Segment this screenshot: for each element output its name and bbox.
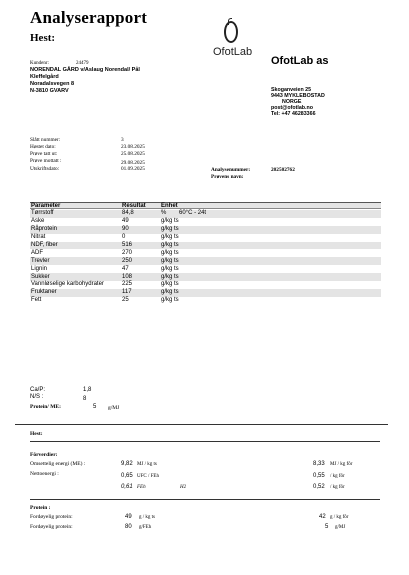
- cell-parameter: Sukker: [31, 273, 50, 280]
- cell-unit: g/kg ts: [161, 226, 179, 233]
- cell-note: 60°C - 24t: [179, 210, 207, 217]
- meta-label-received: Prøve mottatt :: [30, 158, 62, 164]
- energy-ts-unit: MJ / kg ts: [137, 462, 157, 467]
- protein-me-label: Protein/ ME:: [30, 404, 61, 410]
- cell-parameter: Nitrat: [31, 234, 46, 241]
- sample-name-label: Prøvens navn:: [211, 174, 244, 180]
- meta-value-harvested: 23.08.2025: [121, 144, 145, 150]
- n-s-label: N/S :: [30, 394, 44, 400]
- table-header: [30, 202, 381, 209]
- cell-unit: g/kg ts: [161, 257, 179, 264]
- dig-protein-ts-unit: g / kg ts: [139, 515, 155, 520]
- cell-result: 90: [122, 226, 129, 233]
- cell-unit: g/kg ts: [161, 249, 179, 256]
- cell-parameter: NDF, fiber: [31, 241, 58, 248]
- energy-for-unit: MJ / kg fôr: [330, 462, 353, 467]
- customer-number: 24479: [76, 61, 89, 66]
- dig-protein-label-2: Fordøyelig protein:: [30, 524, 73, 530]
- section-divider: [15, 424, 388, 425]
- cell-unit: g/kg ts: [161, 241, 179, 248]
- meta-label-cut: Slått nummer:: [30, 137, 61, 143]
- cell-parameter: Fruktaner: [31, 289, 57, 296]
- ofotlab-logo-icon: [224, 21, 238, 43]
- energy-ts-value: 9,82: [121, 461, 133, 467]
- dig-protein-feh-value: 80: [125, 524, 132, 530]
- analysis-number: 202502762: [271, 167, 295, 173]
- cell-result: 47: [122, 265, 129, 272]
- protein-me-value: 5: [93, 404, 97, 410]
- ca-p-label: Ca/P:: [30, 387, 46, 393]
- dig-protein-label-1: Fordøyelig protein:: [30, 514, 73, 520]
- feh-for-value: 0,52: [313, 484, 325, 490]
- table-row: [30, 281, 381, 289]
- feh-value: 0,61: [121, 484, 133, 490]
- cell-unit: g/kg ts: [161, 273, 179, 280]
- report-subject: Hest:: [30, 32, 56, 44]
- lab-phone: Tel: +47 46283366: [271, 111, 316, 117]
- cell-parameter: Fett: [31, 297, 42, 304]
- dig-protein-ts-value: 49: [125, 514, 132, 520]
- dig-protein-feh-for-unit: g/MJ: [335, 525, 346, 530]
- table-header-parameter: Parameter: [31, 203, 61, 209]
- customer-name-line-1: NORENDAL GÅRD v/Aslaug Norendal/ Pål: [30, 67, 140, 73]
- cell-result: 250: [122, 257, 133, 264]
- protein-me-unit: g/MJ: [108, 405, 120, 411]
- table-row: [30, 297, 381, 305]
- feh-unit: FEh: [137, 485, 146, 490]
- meta-label-printed: Utskriftsdato:: [30, 166, 60, 172]
- table-row: [30, 250, 381, 258]
- cell-result: 84,8: [122, 210, 134, 217]
- cell-result: 117: [122, 289, 132, 296]
- cell-parameter: Vannløselige karbohydrater: [31, 281, 104, 288]
- netto-ts-value: 0,65: [121, 473, 133, 479]
- cell-unit: g/kg ts: [161, 289, 179, 296]
- table-header-unit: Enhet: [161, 203, 178, 209]
- feh-for-unit: / kg fôr: [330, 485, 345, 490]
- lab-address-street: Skoganveien 25: [271, 87, 312, 93]
- cell-parameter: Råprotein: [31, 226, 58, 233]
- n-s-value: 8: [83, 396, 87, 402]
- cell-result: 0: [122, 234, 126, 241]
- cell-unit: g/kg ts: [161, 218, 179, 225]
- protein-section-title: Protein :: [30, 505, 51, 511]
- cell-parameter: Trevler: [31, 257, 50, 264]
- table-row: [30, 234, 381, 242]
- netto-for-unit: / kg fôr: [330, 474, 345, 479]
- cell-result: 516: [122, 241, 133, 248]
- cell-parameter: Lignin: [31, 265, 48, 272]
- lab-address-postal: 9443 MYKLEBOSTAD: [271, 93, 325, 99]
- table-row: [30, 273, 381, 281]
- lab-address-country: NORGE: [282, 99, 302, 105]
- customer-name-line-2: Kleffelgård: [30, 74, 59, 80]
- table-row: [30, 218, 381, 226]
- logo-text: OfotLab: [213, 46, 253, 58]
- energy-for-value: 8,33: [313, 461, 325, 467]
- dig-protein-feh-for-value: 5: [325, 524, 329, 530]
- table-row: [30, 289, 381, 297]
- table-row: [30, 265, 381, 273]
- meta-value-received: 29.08.2025: [121, 160, 145, 166]
- table-header-result: Resultat: [122, 203, 146, 209]
- cell-unit: g/kg ts: [161, 234, 179, 241]
- dig-protein-for-value: 42: [319, 514, 326, 520]
- cell-result: 49: [122, 218, 129, 225]
- meta-label-harvested: Høstet dato:: [30, 144, 56, 150]
- forverdier-label: Fôrverdier:: [30, 452, 58, 458]
- lab-name: OfotLab as: [271, 55, 329, 67]
- table-row: [30, 226, 381, 234]
- dig-protein-for-unit: g / kg fôr: [330, 515, 349, 520]
- analysis-number-label: Analysenummer:: [211, 167, 251, 173]
- table-row: [30, 242, 381, 250]
- energy-label: Omsettelig energi (ME) :: [30, 461, 86, 467]
- protein-divider: [30, 499, 380, 500]
- cell-result: 25: [122, 297, 129, 304]
- customer-number-label: Kundenr:: [30, 61, 49, 66]
- netto-label: Nettoenergi :: [30, 471, 59, 477]
- h2-label: H2: [180, 485, 187, 490]
- cell-result: 270: [122, 249, 133, 256]
- cell-parameter: ADF: [31, 249, 43, 256]
- cell-unit: %: [161, 210, 167, 217]
- customer-postal-line: N-3810 GVARV: [30, 88, 69, 94]
- meta-value-cut: 3: [121, 137, 124, 143]
- lab-email: post@ofotlab.no: [271, 105, 313, 111]
- cell-unit: g/kg ts: [161, 265, 179, 272]
- cell-unit: g/kg ts: [161, 281, 179, 288]
- cell-parameter: Aske: [31, 218, 45, 225]
- table-row: [30, 257, 381, 265]
- customer-address-line: Noradalsvegen 8: [30, 81, 75, 87]
- cell-result: 225: [122, 281, 133, 288]
- cell-parameter: Tørrstoff: [31, 210, 54, 217]
- report-title: Analyserapport: [30, 8, 148, 27]
- feed-section-title: Hest:: [30, 431, 43, 437]
- table-row: [30, 210, 381, 218]
- meta-value-printed: 01.09.2025: [121, 166, 145, 172]
- cell-result: 108: [122, 273, 133, 280]
- netto-ts-unit: UFC / FEh: [137, 474, 159, 479]
- ca-p-value: 1,8: [83, 387, 92, 393]
- netto-for-value: 0,55: [313, 473, 325, 479]
- dig-protein-feh-unit: g/FEh: [139, 525, 152, 530]
- meta-label-sampled: Prøve tatt ut:: [30, 151, 58, 157]
- feed-divider: [30, 441, 380, 442]
- meta-value-sampled: 25.08.2025: [121, 151, 145, 157]
- cell-unit: g/kg ts: [161, 297, 179, 304]
